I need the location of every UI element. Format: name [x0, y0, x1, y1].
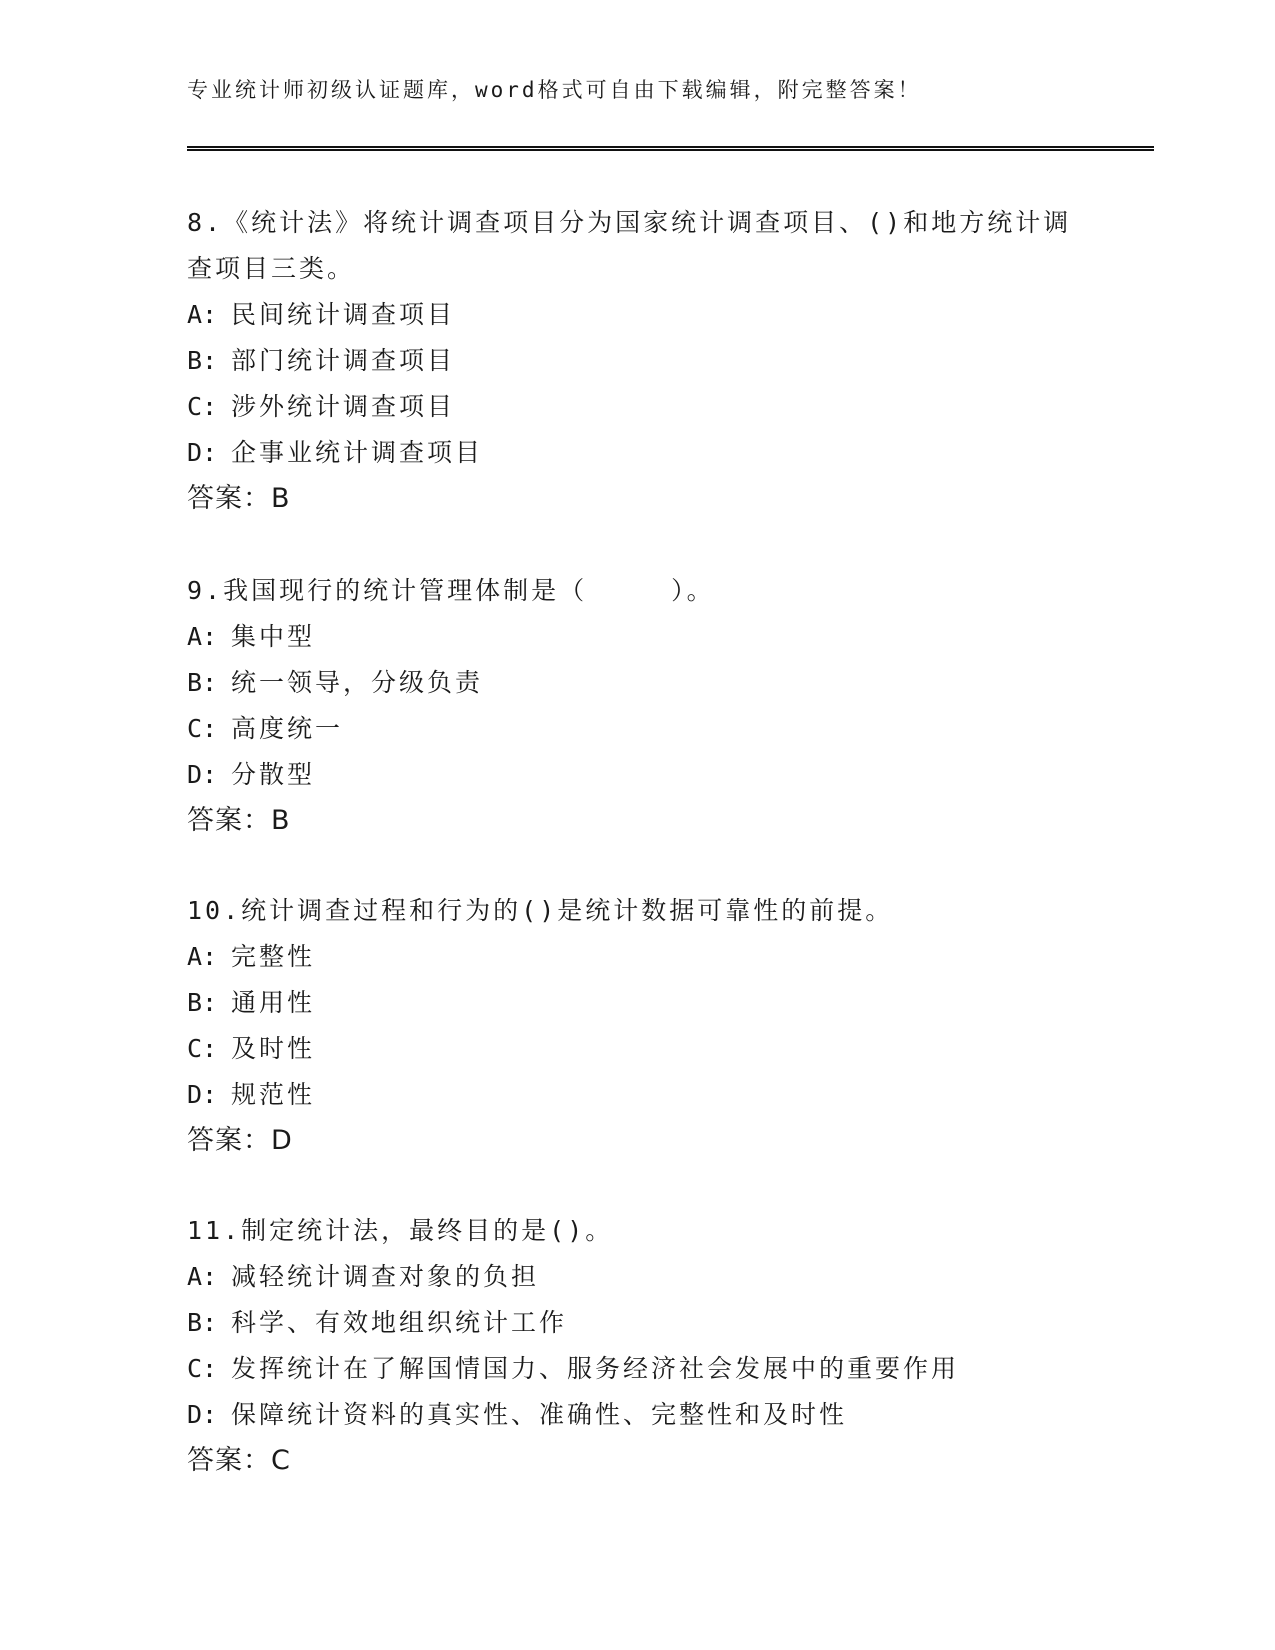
option-key: A:	[187, 300, 218, 329]
option-b	[187, 660, 1087, 706]
option-text: 分散型	[231, 760, 316, 789]
option-c	[187, 1026, 1087, 1072]
option-key: C:	[187, 392, 218, 421]
option-key: A:	[187, 622, 218, 651]
option-key: B:	[187, 668, 218, 697]
question-11	[187, 1208, 1087, 1484]
option-a	[187, 292, 1087, 338]
option-text: 减轻统计调查对象的负担	[231, 1262, 540, 1291]
option-c	[187, 706, 1087, 752]
option-key: A:	[187, 942, 218, 971]
question-10	[187, 888, 1087, 1164]
header-divider	[187, 146, 1154, 151]
question-9	[187, 568, 1087, 844]
option-key: C:	[187, 1034, 218, 1063]
option-text: 高度统一	[231, 714, 344, 743]
option-text: 集中型	[231, 622, 316, 651]
option-text: 完整性	[231, 942, 316, 971]
option-key: B:	[187, 346, 218, 375]
option-d	[187, 1392, 1087, 1438]
option-text: 统一领导，分级负责	[231, 668, 484, 697]
option-text: 部门统计调查项目	[231, 346, 456, 375]
option-key: D:	[187, 1080, 218, 1109]
option-text: 发挥统计在了解国情国力、服务经济社会发展中的重要作用	[231, 1354, 960, 1383]
option-c	[187, 1346, 1087, 1392]
option-b	[187, 980, 1087, 1026]
option-text: 涉外统计调查项目	[231, 392, 456, 421]
option-b	[187, 1300, 1087, 1346]
option-d	[187, 752, 1087, 798]
option-text: 通用性	[231, 988, 316, 1017]
document-header: 专业统计师初级认证题库，word格式可自由下载编辑，附完整答案！	[187, 78, 922, 102]
answer-line: 答案：B	[187, 483, 291, 514]
option-key: D:	[187, 760, 218, 789]
question-8	[187, 200, 1087, 522]
option-text: 规范性	[231, 1080, 316, 1109]
question-text: 8.《统计法》将统计调查项目分为国家统计调查项目、()和地方统计调查项目三类。	[187, 208, 1072, 283]
option-text: 保障统计资料的真实性、准确性、完整性和及时性	[231, 1400, 848, 1429]
option-c	[187, 384, 1087, 430]
option-key: C:	[187, 1354, 218, 1383]
option-key: B:	[187, 1308, 218, 1337]
option-d	[187, 1072, 1087, 1118]
option-key: B:	[187, 988, 218, 1017]
question-text: 9.我国现行的统计管理体制是（ ）。	[187, 576, 715, 605]
answer-line: 答案：B	[187, 805, 291, 836]
option-a	[187, 614, 1087, 660]
option-text: 科学、有效地组织统计工作	[231, 1308, 568, 1337]
option-key: D:	[187, 438, 218, 467]
option-d	[187, 430, 1087, 476]
option-text: 及时性	[231, 1034, 316, 1063]
option-key: D:	[187, 1400, 218, 1429]
option-text: 民间统计调查项目	[231, 300, 456, 329]
option-text: 企事业统计调查项目	[231, 438, 484, 467]
option-a	[187, 1254, 1087, 1300]
option-key: A:	[187, 1262, 218, 1291]
answer-line: 答案：C	[187, 1445, 291, 1476]
question-text: 10.统计调查过程和行为的()是统计数据可靠性的前提。	[187, 896, 894, 925]
option-key: C:	[187, 714, 218, 743]
option-a	[187, 934, 1087, 980]
question-text: 11.制定统计法，最终目的是()。	[187, 1216, 614, 1245]
option-b	[187, 338, 1087, 384]
answer-line: 答案：D	[187, 1125, 293, 1156]
